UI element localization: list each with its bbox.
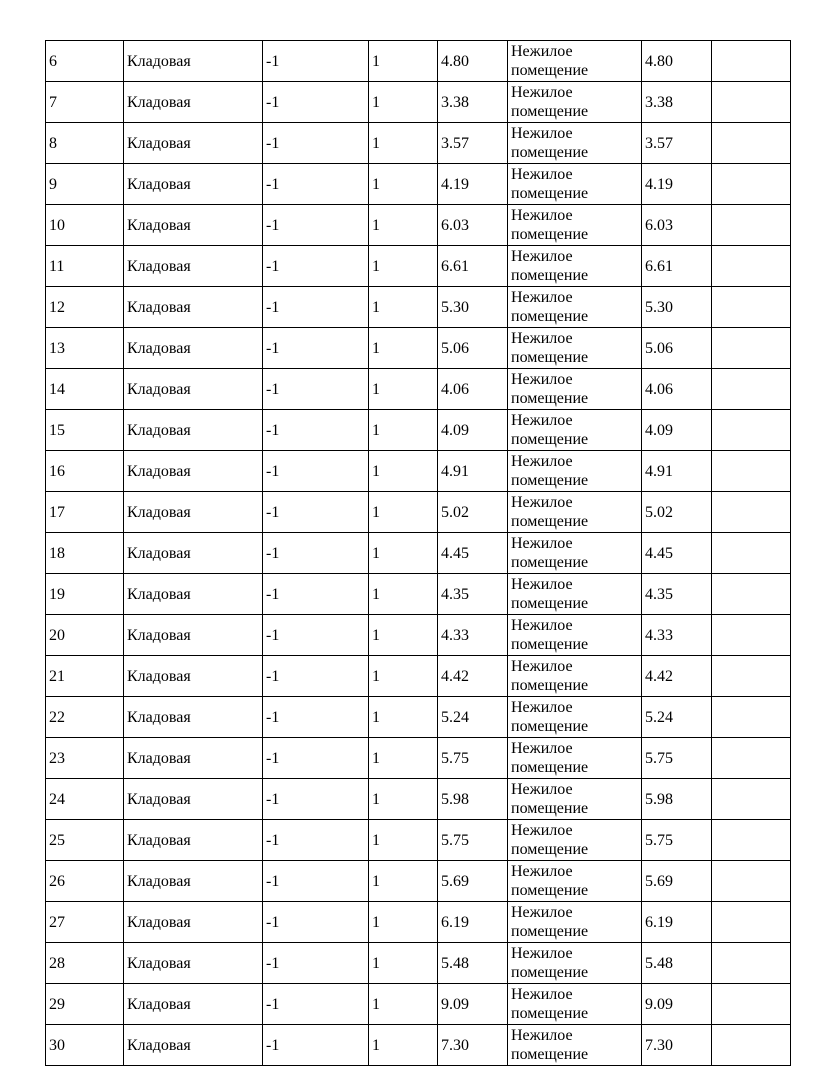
cell-area2: 5.69 [642, 861, 712, 902]
cell-type: Нежилое помещение [508, 697, 642, 738]
cell-extra [712, 287, 791, 328]
cell-area: 6.19 [438, 902, 508, 943]
cell-count: 1 [369, 943, 438, 984]
cell-area: 3.57 [438, 123, 508, 164]
cell-area: 4.42 [438, 656, 508, 697]
table-row [46, 410, 791, 451]
cell-area2: 5.75 [642, 820, 712, 861]
cell-count: 1 [369, 410, 438, 451]
cell-num: 11 [46, 246, 124, 287]
table-row [46, 41, 791, 82]
cell-name: Кладовая [124, 328, 263, 369]
cell-type: Нежилое помещение [508, 410, 642, 451]
cell-name: Кладовая [124, 410, 263, 451]
cell-num: 24 [46, 779, 124, 820]
cell-extra [712, 820, 791, 861]
cell-extra [712, 369, 791, 410]
table-row [46, 164, 791, 205]
cell-name: Кладовая [124, 615, 263, 656]
table-row [46, 287, 791, 328]
cell-num: 21 [46, 656, 124, 697]
cell-extra [712, 984, 791, 1025]
cell-count: 1 [369, 861, 438, 902]
cell-floor: -1 [263, 246, 369, 287]
cell-num: 13 [46, 328, 124, 369]
cell-name: Кладовая [124, 1025, 263, 1066]
cell-area2: 6.03 [642, 205, 712, 246]
cell-num: 12 [46, 287, 124, 328]
cell-area2: 5.75 [642, 738, 712, 779]
cell-area2: 5.24 [642, 697, 712, 738]
cell-name: Кладовая [124, 451, 263, 492]
cell-count: 1 [369, 164, 438, 205]
cell-area: 5.75 [438, 820, 508, 861]
table-row [46, 205, 791, 246]
cell-area: 4.45 [438, 533, 508, 574]
cell-type: Нежилое помещение [508, 902, 642, 943]
cell-count: 1 [369, 533, 438, 574]
cell-name: Кладовая [124, 205, 263, 246]
cell-name: Кладовая [124, 779, 263, 820]
table-row [46, 123, 791, 164]
storage-rooms-table [45, 40, 791, 1066]
table-row [46, 369, 791, 410]
cell-area: 6.03 [438, 205, 508, 246]
cell-count: 1 [369, 246, 438, 287]
cell-area: 4.91 [438, 451, 508, 492]
cell-floor: -1 [263, 738, 369, 779]
cell-num: 18 [46, 533, 124, 574]
cell-num: 22 [46, 697, 124, 738]
cell-extra [712, 205, 791, 246]
cell-area2: 5.98 [642, 779, 712, 820]
cell-area2: 5.30 [642, 287, 712, 328]
cell-floor: -1 [263, 82, 369, 123]
cell-num: 9 [46, 164, 124, 205]
cell-num: 20 [46, 615, 124, 656]
cell-floor: -1 [263, 574, 369, 615]
cell-num: 26 [46, 861, 124, 902]
cell-type: Нежилое помещение [508, 984, 642, 1025]
cell-floor: -1 [263, 369, 369, 410]
cell-name: Кладовая [124, 861, 263, 902]
cell-floor: -1 [263, 984, 369, 1025]
cell-area: 4.09 [438, 410, 508, 451]
cell-num: 25 [46, 820, 124, 861]
table-row [46, 738, 791, 779]
table-row [46, 902, 791, 943]
cell-num: 6 [46, 41, 124, 82]
table-row [46, 697, 791, 738]
cell-count: 1 [369, 287, 438, 328]
cell-type: Нежилое помещение [508, 369, 642, 410]
cell-extra [712, 123, 791, 164]
cell-floor: -1 [263, 533, 369, 574]
cell-extra [712, 82, 791, 123]
cell-type: Нежилое помещение [508, 574, 642, 615]
cell-type: Нежилое помещение [508, 451, 642, 492]
cell-area: 5.06 [438, 328, 508, 369]
cell-floor: -1 [263, 943, 369, 984]
cell-count: 1 [369, 82, 438, 123]
cell-area: 4.35 [438, 574, 508, 615]
table-row [46, 984, 791, 1025]
cell-count: 1 [369, 451, 438, 492]
cell-extra [712, 574, 791, 615]
cell-count: 1 [369, 738, 438, 779]
cell-name: Кладовая [124, 902, 263, 943]
table-row [46, 492, 791, 533]
cell-extra [712, 164, 791, 205]
cell-type: Нежилое помещение [508, 943, 642, 984]
cell-extra [712, 492, 791, 533]
cell-name: Кладовая [124, 123, 263, 164]
cell-area2: 5.02 [642, 492, 712, 533]
table-row [46, 615, 791, 656]
cell-floor: -1 [263, 656, 369, 697]
cell-num: 28 [46, 943, 124, 984]
cell-count: 1 [369, 328, 438, 369]
cell-type: Нежилое помещение [508, 164, 642, 205]
cell-area2: 4.09 [642, 410, 712, 451]
cell-count: 1 [369, 984, 438, 1025]
cell-extra [712, 943, 791, 984]
cell-name: Кладовая [124, 656, 263, 697]
cell-num: 10 [46, 205, 124, 246]
cell-area: 4.80 [438, 41, 508, 82]
cell-count: 1 [369, 615, 438, 656]
cell-extra [712, 738, 791, 779]
cell-area: 7.30 [438, 1025, 508, 1066]
cell-floor: -1 [263, 1025, 369, 1066]
cell-area: 4.06 [438, 369, 508, 410]
cell-area: 5.48 [438, 943, 508, 984]
cell-extra [712, 1025, 791, 1066]
table-row [46, 574, 791, 615]
cell-area: 5.75 [438, 738, 508, 779]
cell-floor: -1 [263, 697, 369, 738]
cell-area: 5.02 [438, 492, 508, 533]
cell-type: Нежилое помещение [508, 492, 642, 533]
cell-num: 17 [46, 492, 124, 533]
cell-num: 15 [46, 410, 124, 451]
cell-area: 9.09 [438, 984, 508, 1025]
cell-floor: -1 [263, 615, 369, 656]
cell-num: 23 [46, 738, 124, 779]
cell-name: Кладовая [124, 533, 263, 574]
cell-type: Нежилое помещение [508, 533, 642, 574]
table-body [46, 41, 791, 1066]
cell-count: 1 [369, 492, 438, 533]
cell-extra [712, 615, 791, 656]
cell-area2: 6.19 [642, 902, 712, 943]
cell-type: Нежилое помещение [508, 779, 642, 820]
cell-area: 6.61 [438, 246, 508, 287]
cell-count: 1 [369, 574, 438, 615]
cell-name: Кладовая [124, 287, 263, 328]
cell-area2: 5.06 [642, 328, 712, 369]
cell-type: Нежилое помещение [508, 738, 642, 779]
cell-count: 1 [369, 820, 438, 861]
cell-type: Нежилое помещение [508, 246, 642, 287]
cell-name: Кладовая [124, 164, 263, 205]
cell-area2: 4.42 [642, 656, 712, 697]
cell-area: 5.24 [438, 697, 508, 738]
table-row [46, 861, 791, 902]
table-row [46, 1025, 791, 1066]
table-row [46, 82, 791, 123]
cell-type: Нежилое помещение [508, 287, 642, 328]
cell-floor: -1 [263, 902, 369, 943]
table-row [46, 328, 791, 369]
cell-extra [712, 902, 791, 943]
cell-name: Кладовая [124, 82, 263, 123]
cell-area2: 4.06 [642, 369, 712, 410]
cell-num: 14 [46, 369, 124, 410]
cell-num: 7 [46, 82, 124, 123]
table-row [46, 943, 791, 984]
cell-count: 1 [369, 902, 438, 943]
cell-floor: -1 [263, 861, 369, 902]
cell-type: Нежилое помещение [508, 328, 642, 369]
cell-extra [712, 41, 791, 82]
cell-area: 4.33 [438, 615, 508, 656]
cell-type: Нежилое помещение [508, 615, 642, 656]
cell-extra [712, 779, 791, 820]
cell-area2: 4.80 [642, 41, 712, 82]
table-row [46, 656, 791, 697]
cell-area2: 6.61 [642, 246, 712, 287]
cell-name: Кладовая [124, 943, 263, 984]
cell-type: Нежилое помещение [508, 123, 642, 164]
cell-num: 16 [46, 451, 124, 492]
cell-area2: 3.38 [642, 82, 712, 123]
cell-type: Нежилое помещение [508, 861, 642, 902]
cell-name: Кладовая [124, 369, 263, 410]
cell-area2: 7.30 [642, 1025, 712, 1066]
cell-floor: -1 [263, 492, 369, 533]
cell-extra [712, 328, 791, 369]
cell-area2: 4.33 [642, 615, 712, 656]
table-row [46, 533, 791, 574]
cell-name: Кладовая [124, 984, 263, 1025]
cell-name: Кладовая [124, 697, 263, 738]
cell-name: Кладовая [124, 492, 263, 533]
cell-count: 1 [369, 41, 438, 82]
cell-floor: -1 [263, 41, 369, 82]
table-row [46, 779, 791, 820]
cell-floor: -1 [263, 328, 369, 369]
cell-area2: 3.57 [642, 123, 712, 164]
cell-area2: 4.91 [642, 451, 712, 492]
cell-name: Кладовая [124, 246, 263, 287]
table-row [46, 820, 791, 861]
cell-num: 27 [46, 902, 124, 943]
cell-area2: 4.35 [642, 574, 712, 615]
cell-type: Нежилое помещение [508, 82, 642, 123]
cell-extra [712, 656, 791, 697]
cell-floor: -1 [263, 779, 369, 820]
cell-floor: -1 [263, 164, 369, 205]
cell-type: Нежилое помещение [508, 820, 642, 861]
cell-area2: 9.09 [642, 984, 712, 1025]
cell-area2: 4.45 [642, 533, 712, 574]
cell-name: Кладовая [124, 41, 263, 82]
cell-area: 5.98 [438, 779, 508, 820]
cell-count: 1 [369, 1025, 438, 1066]
cell-area: 5.30 [438, 287, 508, 328]
cell-type: Нежилое помещение [508, 205, 642, 246]
cell-area: 4.19 [438, 164, 508, 205]
cell-type: Нежилое помещение [508, 1025, 642, 1066]
cell-floor: -1 [263, 410, 369, 451]
cell-extra [712, 410, 791, 451]
cell-count: 1 [369, 123, 438, 164]
cell-area2: 4.19 [642, 164, 712, 205]
cell-extra [712, 246, 791, 287]
cell-count: 1 [369, 656, 438, 697]
cell-num: 19 [46, 574, 124, 615]
table-row [46, 451, 791, 492]
cell-count: 1 [369, 205, 438, 246]
cell-floor: -1 [263, 451, 369, 492]
cell-name: Кладовая [124, 820, 263, 861]
cell-area2: 5.48 [642, 943, 712, 984]
cell-count: 1 [369, 779, 438, 820]
cell-name: Кладовая [124, 738, 263, 779]
cell-num: 30 [46, 1025, 124, 1066]
cell-area: 3.38 [438, 82, 508, 123]
cell-floor: -1 [263, 820, 369, 861]
cell-count: 1 [369, 369, 438, 410]
cell-extra [712, 451, 791, 492]
cell-extra [712, 861, 791, 902]
table-row [46, 246, 791, 287]
cell-type: Нежилое помещение [508, 656, 642, 697]
cell-num: 29 [46, 984, 124, 1025]
cell-extra [712, 533, 791, 574]
cell-type: Нежилое помещение [508, 41, 642, 82]
cell-extra [712, 697, 791, 738]
cell-num: 8 [46, 123, 124, 164]
cell-floor: -1 [263, 287, 369, 328]
cell-name: Кладовая [124, 574, 263, 615]
cell-area: 5.69 [438, 861, 508, 902]
cell-floor: -1 [263, 123, 369, 164]
cell-floor: -1 [263, 205, 369, 246]
cell-count: 1 [369, 697, 438, 738]
